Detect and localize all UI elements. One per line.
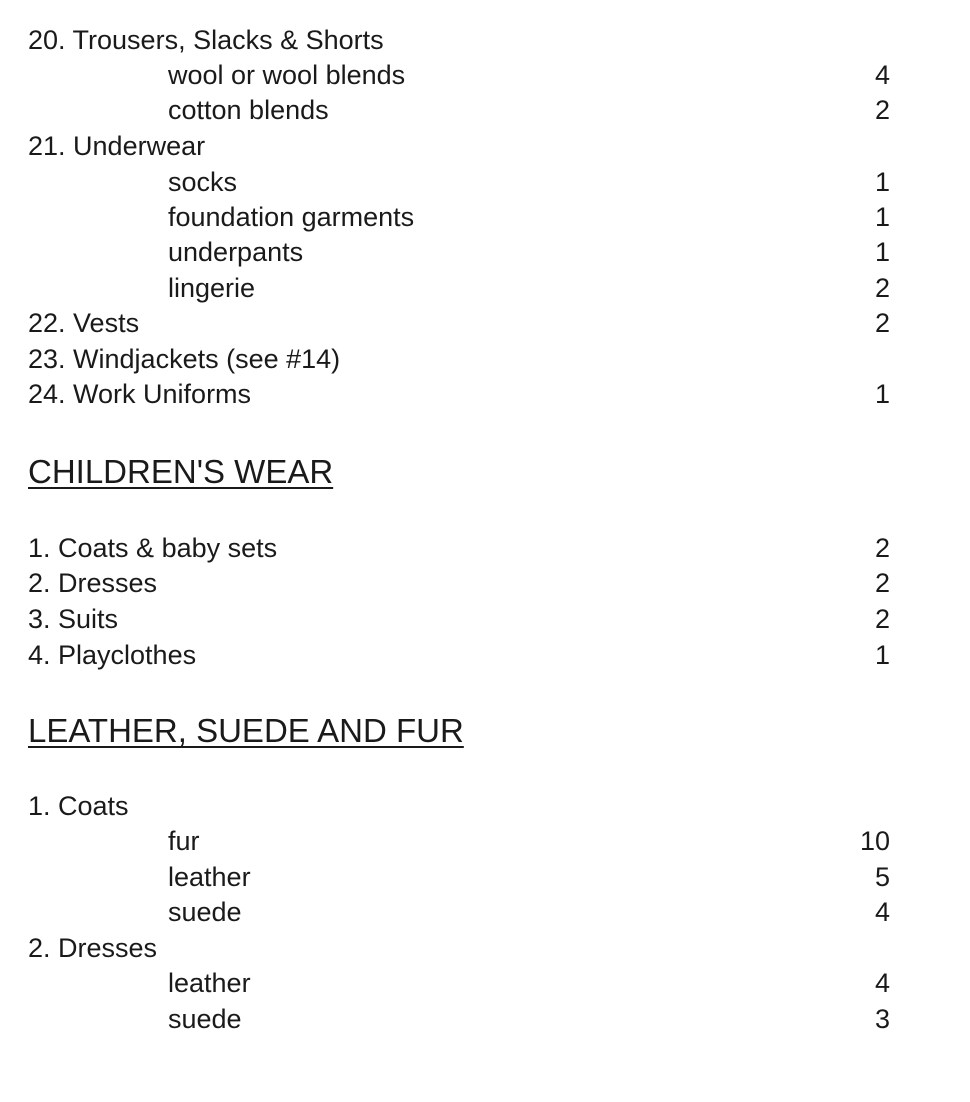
item-label: underpants — [168, 237, 304, 267]
item-value: 3 — [874, 1004, 890, 1034]
item-label: 4. Playclothes — [28, 640, 197, 670]
item-value: 1 — [874, 167, 890, 197]
item-value: 1 — [874, 202, 890, 232]
item-value: 1 — [874, 379, 890, 409]
item-value: 4 — [874, 60, 890, 90]
list-item — [0, 894, 970, 930]
item-label: socks — [168, 167, 238, 197]
section-heading: CHILDREN'S WEAR — [28, 453, 334, 490]
list-item — [0, 1001, 970, 1037]
list-item — [0, 930, 970, 966]
item-label: cotton blends — [168, 95, 329, 125]
list-item — [0, 270, 970, 306]
item-label: 1. Coats & baby sets — [28, 533, 278, 563]
item-value: 2 — [874, 273, 890, 303]
item-value: 10 — [859, 826, 890, 856]
section-heading: LEATHER, SUEDE AND FUR — [28, 712, 464, 749]
item-label: 22. Vests — [28, 308, 140, 338]
item-label: suede — [168, 897, 242, 927]
list-item — [0, 92, 970, 128]
list-item — [0, 305, 970, 341]
item-value: 4 — [874, 968, 890, 998]
item-label: 20. Trousers, Slacks & Shorts — [28, 25, 384, 55]
item-value: 1 — [874, 237, 890, 267]
item-label: 2. Dresses — [28, 568, 158, 598]
list-item — [0, 823, 970, 859]
item-value: 2 — [874, 95, 890, 125]
item-label: foundation garments — [168, 202, 415, 232]
list-item — [0, 128, 970, 164]
item-label: wool or wool blends — [168, 60, 406, 90]
list-item — [0, 22, 970, 58]
item-label: 24. Work Uniforms — [28, 379, 252, 409]
list-item — [0, 859, 970, 895]
item-value: 2 — [874, 308, 890, 338]
list-item — [0, 565, 970, 601]
item-value: 2 — [874, 568, 890, 598]
item-label: suede — [168, 1004, 242, 1034]
list-item — [0, 164, 970, 200]
item-value: 1 — [874, 640, 890, 670]
list-item — [0, 530, 970, 566]
item-label: 23. Windjackets (see #14) — [28, 344, 341, 374]
list-item — [0, 637, 970, 673]
list-item — [0, 341, 970, 377]
item-label: leather — [168, 968, 251, 998]
list-item — [0, 57, 970, 93]
item-label: 1. Coats — [28, 791, 129, 821]
list-item — [0, 199, 970, 235]
item-label: fur — [168, 826, 200, 856]
item-label: 3. Suits — [28, 604, 119, 634]
item-value: 2 — [874, 604, 890, 634]
item-label: leather — [168, 862, 251, 892]
list-item — [0, 376, 970, 412]
item-value: 2 — [874, 533, 890, 563]
list-item — [0, 788, 970, 824]
item-label: lingerie — [168, 273, 256, 303]
item-value: 4 — [874, 897, 890, 927]
list-item — [0, 601, 970, 637]
item-label: 21. Underwear — [28, 131, 206, 161]
item-value: 5 — [874, 862, 890, 892]
item-label: 2. Dresses — [28, 933, 158, 963]
list-item — [0, 234, 970, 270]
list-item — [0, 965, 970, 1001]
